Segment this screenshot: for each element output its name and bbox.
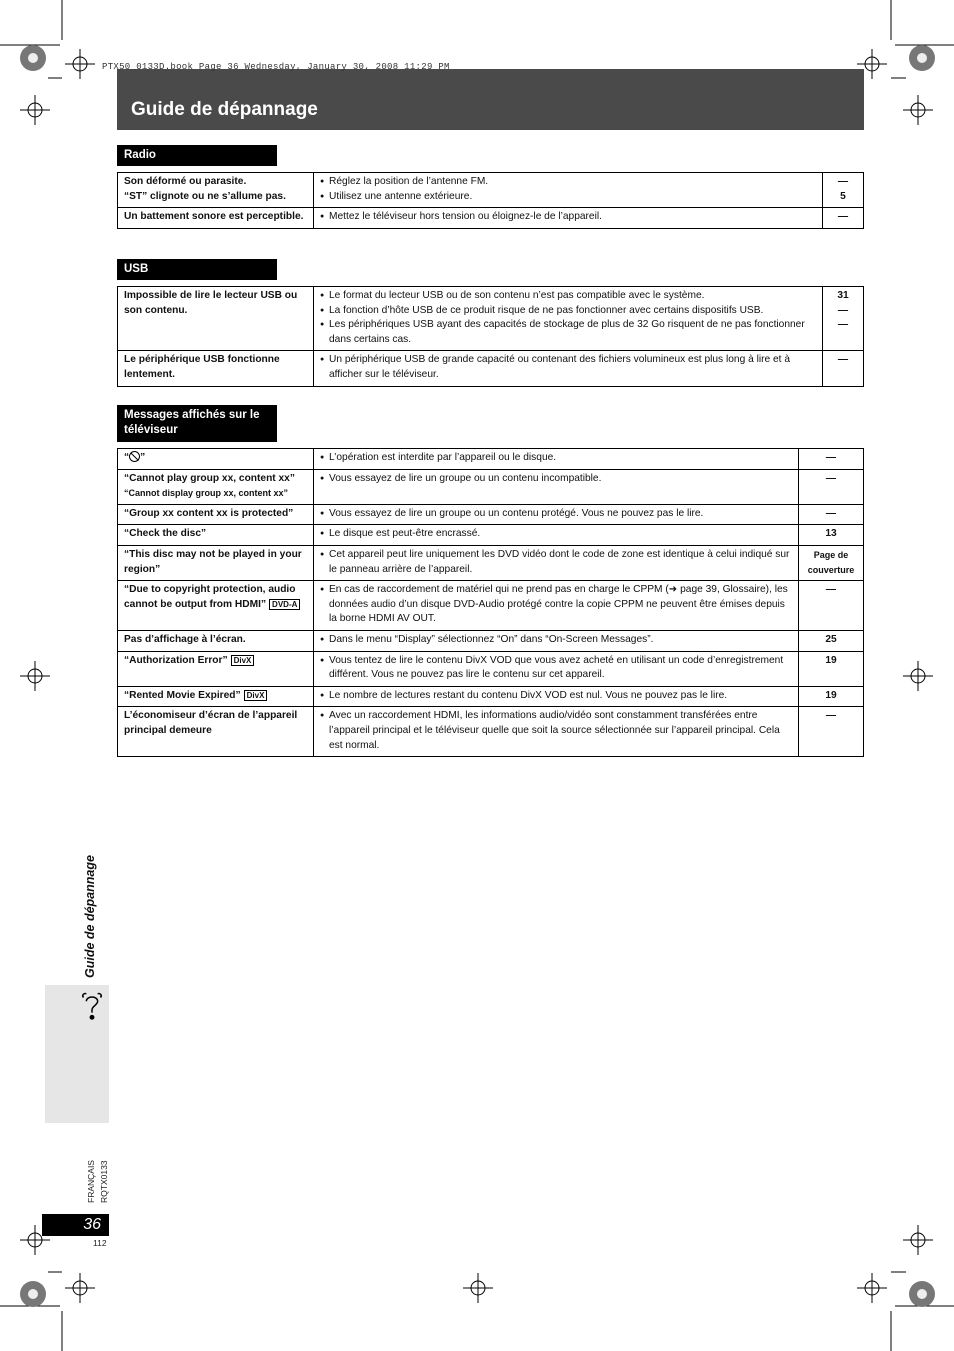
remedy-cell — [314, 504, 799, 525]
remedy-text: ● Vous essayez de lire un groupe ou un contenu incompatible. — [320, 472, 792, 487]
messages-table — [117, 448, 864, 757]
book-info-line: PTX50_0133D.book Page 36 Wednesday, January 30, 2008 11:29 PM — [102, 62, 450, 72]
table-row — [118, 208, 864, 229]
page-number: 36 — [42, 1214, 109, 1236]
page-header — [117, 69, 864, 130]
problem-text: “ST” clignote ou ne s’allume pas. — [124, 190, 286, 202]
problem-text: “Cannot play group xx, content xx” — [124, 472, 295, 484]
problem-text: Impossible de lire le lecteur USB ou son contenu. — [118, 287, 314, 351]
usb-table — [117, 286, 864, 387]
remedy-cell — [314, 351, 823, 386]
problem-text: “Due to copyright protection, audio cannot be output from HDMI” — [124, 584, 296, 610]
problem-text: ” — [140, 452, 146, 463]
problem-cell — [118, 581, 314, 631]
remedy-cell — [314, 525, 799, 546]
remedy-text: ● La fonction d’hôte USB de ce produit risque de ne pas fonctionner avec certains dispositifs USB. — [320, 304, 816, 319]
problem-cell — [118, 449, 314, 470]
table-row — [118, 651, 864, 686]
page-reference: — — [799, 707, 864, 757]
table-row — [118, 545, 864, 580]
problem-cell — [118, 173, 314, 208]
table-row — [118, 686, 864, 707]
remedy-cell — [314, 707, 799, 757]
remedy-text: ● Avec un raccordement HDMI, les informations audio/vidéo sont constamment transférées entre l’appareil principal et le téléviseur quelle que soit la source sélectionnée sur l’appareil principal. Cela est normal. — [320, 709, 792, 753]
problem-cell — [118, 469, 314, 504]
table-row — [118, 525, 864, 546]
radio-table — [117, 172, 864, 229]
page-reference: — — [837, 319, 849, 331]
problem-text: Pas d’affichage à l’écran. — [118, 630, 314, 651]
divx-badge: DivX — [231, 655, 255, 666]
remedy-text: ● Le format du lecteur USB ou de son contenu n’est pas compatible avec le système. — [320, 289, 816, 304]
table-row — [118, 707, 864, 757]
problem-text: “Rented Movie Expired” — [124, 689, 241, 701]
section-label-messages: Messages affichés sur le téléviseur — [117, 405, 277, 442]
page-reference: Page de couverture — [799, 545, 864, 580]
remedy-text: ● Cet appareil peut lire uniquement les DVD vidéo dont le code de zone est identique à celui indiqué sur le panneau arrière de l’appareil. — [320, 548, 792, 577]
remedy-cell — [314, 208, 823, 229]
table-row — [118, 287, 864, 351]
remedy-cell — [314, 630, 799, 651]
remedy-cell — [314, 287, 823, 351]
page-reference: — — [823, 208, 864, 229]
table-row — [118, 504, 864, 525]
remedy-text: ● Réglez la position de l’antenne FM. — [320, 175, 816, 190]
troubleshooting-icon — [76, 990, 108, 1022]
dvd-a-badge: DVD-A — [269, 599, 300, 610]
table-row — [118, 449, 864, 470]
remedy-text: ● Mettez le téléviseur hors tension ou éloignez-le de l’appareil. — [320, 210, 816, 225]
table-row — [118, 630, 864, 651]
page-reference: — — [799, 581, 864, 631]
table-row — [118, 581, 864, 631]
remedy-text: ● Vous essayez de lire un groupe ou un contenu protégé. Vous ne pouvez pas le lire. — [320, 507, 792, 522]
problem-text: “Authorization Error” — [124, 654, 228, 666]
remedy-text: ● Le disque est peut-être encrassé. — [320, 527, 792, 542]
reference-cell — [823, 173, 864, 208]
language-label: FRANÇAIS — [86, 1160, 96, 1203]
page-title: Guide de dépannage — [131, 99, 318, 120]
remedy-cell — [314, 449, 799, 470]
remedy-cell — [314, 581, 799, 631]
page-reference: 5 — [840, 190, 846, 202]
problem-cell — [118, 686, 314, 707]
problem-text: Son déformé ou parasite. — [124, 176, 247, 187]
section-label-radio: Radio — [117, 145, 277, 166]
prohibited-icon — [129, 451, 140, 462]
page-reference: — — [823, 351, 864, 386]
remedy-cell — [314, 686, 799, 707]
table-row — [118, 173, 864, 208]
page-sub-number: 112 — [93, 1238, 107, 1248]
remedy-text: ● Dans le menu “Display” sélectionnez “On” dans “On-Screen Messages”. — [320, 633, 792, 648]
remedy-text: ● En cas de raccordement de matériel qui ne prend pas en charge le CPPM (➜ page 39, Glossaire), les données audio d’un disque DVD-Audio protégé contre la copie CPPM ne peuvent être émises depuis la borne HDMI AV OUT. — [320, 583, 792, 627]
problem-text: “ — [124, 452, 130, 463]
table-row — [118, 469, 864, 504]
problem-cell — [118, 651, 314, 686]
problem-text: Un battement sonore est perceptible. — [118, 208, 314, 229]
problem-text: “Group xx content xx is protected” — [118, 504, 314, 525]
remedy-text: ● Le nombre de lectures restant du contenu DivX VOD est nul. Vous ne pouvez pas le lire. — [320, 689, 792, 704]
remedy-text: ● L’opération est interdite par l’appareil ou le disque. — [320, 451, 792, 466]
remedy-cell — [314, 545, 799, 580]
page-reference: — — [799, 469, 864, 504]
remedy-cell — [314, 651, 799, 686]
problem-text: “This disc may not be played in your region” — [118, 545, 314, 580]
page-reference: 31 — [837, 290, 849, 301]
page-reference: — — [799, 504, 864, 525]
problem-text: Le périphérique USB fonctionne lentement. — [118, 351, 314, 386]
page-reference: 19 — [799, 651, 864, 686]
remedy-text: ● Les périphériques USB ayant des capacités de stockage de plus de 32 Go risquent de ne pas fonctionner dans certains cas. — [320, 318, 816, 347]
page-reference: — — [837, 176, 849, 187]
page-reference: 19 — [799, 686, 864, 707]
page-reference: — — [799, 449, 864, 470]
section-label-usb: USB — [117, 259, 277, 280]
model-code: RQTX0133 — [99, 1160, 109, 1203]
remedy-cell — [314, 469, 799, 504]
remedy-cell — [314, 173, 823, 208]
page-reference: — — [837, 304, 849, 316]
remedy-text: ● Un périphérique USB de grande capacité ou contenant des fichiers volumineux est plus long à lire et à afficher sur le téléviseur. — [320, 353, 816, 382]
divx-badge: DivX — [244, 690, 268, 701]
sidebar-title: Guide de dépannage — [83, 855, 97, 978]
remedy-text: ● Utilisez une antenne extérieure. — [320, 190, 816, 205]
page-reference: 13 — [799, 525, 864, 546]
remedy-text: ● Vous tentez de lire le contenu DivX VOD que vous avez acheté en utilisant un code d’enregistrement différent. Vous ne pouvez pas lire le contenu sur cet appareil. — [320, 654, 792, 683]
reference-cell — [823, 287, 864, 351]
problem-text: “Check the disc” — [118, 525, 314, 546]
problem-subtext: “Cannot display group xx, content xx” — [124, 488, 289, 499]
problem-text: L’économiseur d’écran de l’appareil principal demeure — [118, 707, 314, 757]
table-row — [118, 351, 864, 386]
page-reference: 25 — [799, 630, 864, 651]
